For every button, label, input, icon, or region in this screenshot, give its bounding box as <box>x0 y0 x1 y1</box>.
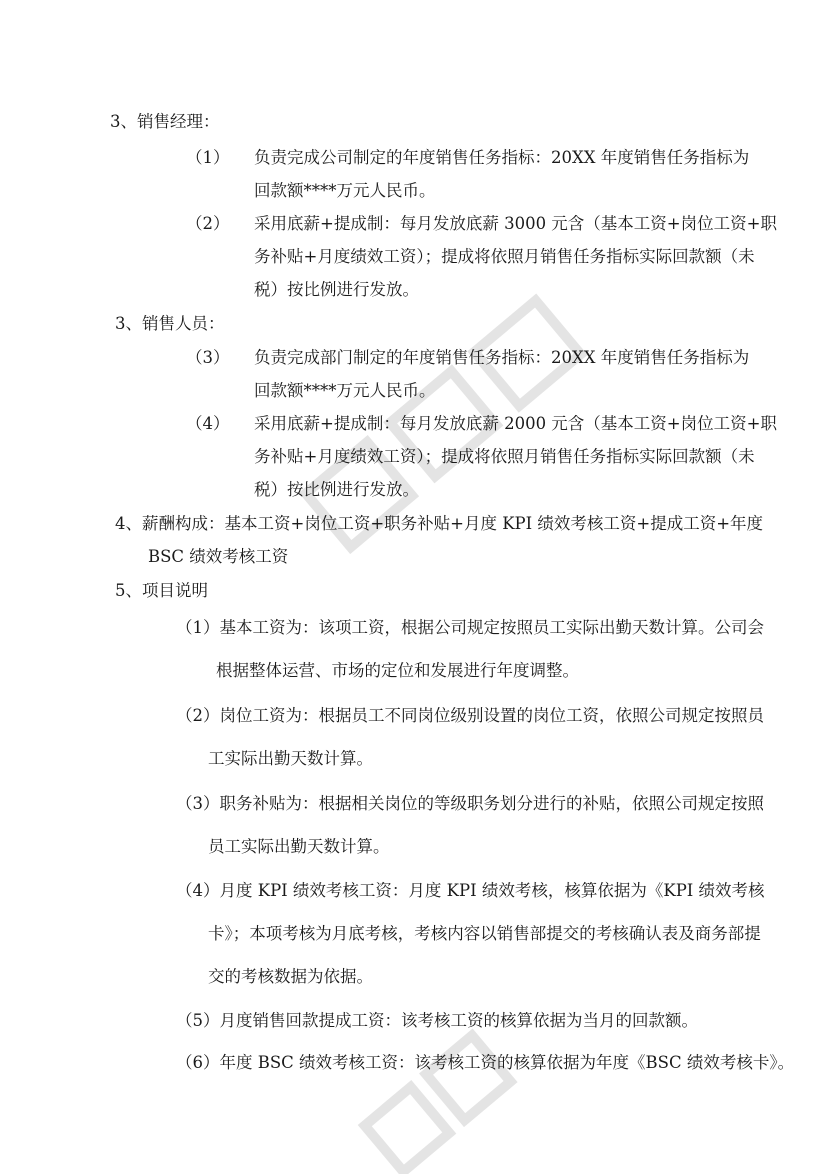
section-heading-sales-staff: 3、销售人员： <box>115 314 225 333</box>
item-number-3: （3） <box>186 348 230 367</box>
salary-structure-line-1: 4、薪酬构成：基本工资+岗位工资+职务补贴+月度 KPI 绩效考核工资+提成工资+年度 <box>115 514 764 533</box>
item-3-line-1: 负责完成部门制定的年度销售任务指标：20XX 年度销售任务指标为 <box>254 348 750 367</box>
project-item-1-line-1: （1）基本工资为：该项工资，根据公司规定按照员工实际出勤天数计算。公司会 <box>176 618 764 637</box>
project-item-5-line-1: （5）月度销售回款提成工资：该考核工资的核算依据为当月的回款额。 <box>176 1011 698 1030</box>
item-1-line-1: 负责完成公司制定的年度销售任务指标：20XX 年度销售任务指标为 <box>254 148 750 167</box>
section-heading-project-notes: 5、项目说明 <box>115 581 208 600</box>
item-4-line-1: 采用底薪+提成制：每月发放底薪 2000 元含（基本工资+岗位工资+职 <box>254 414 777 433</box>
section-heading-sales-manager: 3、销售经理： <box>110 112 220 131</box>
project-item-6-line-1: （6）年度 BSC 绩效考核工资：该考核工资的核算依据为年度《BSC 绩效考核卡》。 <box>176 1053 795 1072</box>
item-3-line-2: 回款额****万元人民币。 <box>254 381 436 400</box>
project-item-4-line-2: 卡》；本项考核为月底考核，考核内容以销售部提交的考核确认表及商务部提 <box>208 924 761 943</box>
project-item-2-line-1: （2）岗位工资为：根据员工不同岗位级别设置的岗位工资，依照公司规定按照员 <box>176 706 764 725</box>
item-number-2: （2） <box>186 214 230 233</box>
project-item-3-line-1: （3）职务补贴为：根据相关岗位的等级职务划分进行的补贴，依照公司规定按照 <box>176 794 764 813</box>
item-4-line-3: 税）按比例进行发放。 <box>254 480 419 499</box>
item-2-line-1: 采用底薪+提成制：每月发放底薪 3000 元含（基本工资+岗位工资+职 <box>254 214 777 233</box>
project-item-1-line-2: 根据整体运营、市场的定位和发展进行年度调整。 <box>216 661 579 680</box>
salary-structure-line-2: BSC 绩效考核工资 <box>148 547 289 566</box>
project-item-4-line-3: 交的考核数据为依据。 <box>208 967 373 986</box>
item-1-line-2: 回款额****万元人民币。 <box>254 181 436 200</box>
project-item-4-line-1: （4）月度 KPI 绩效考核工资：月度 KPI 绩效考核，核算依据为《KPI 绩效考核 <box>176 881 765 900</box>
item-2-line-3: 税）按比例进行发放。 <box>254 280 419 299</box>
item-4-line-2: 务补贴+月度绩效工资）；提成将依照月销售任务指标实际回款额（未 <box>254 447 755 466</box>
project-item-3-line-2: 员工实际出勤天数计算。 <box>208 837 390 856</box>
item-2-line-2: 务补贴+月度绩效工资）；提成将依照月销售任务指标实际回款额（未 <box>254 247 755 266</box>
item-number-1: （1） <box>186 148 230 167</box>
project-item-2-line-2: 工实际出勤天数计算。 <box>208 749 373 768</box>
item-number-4: （4） <box>186 414 230 433</box>
